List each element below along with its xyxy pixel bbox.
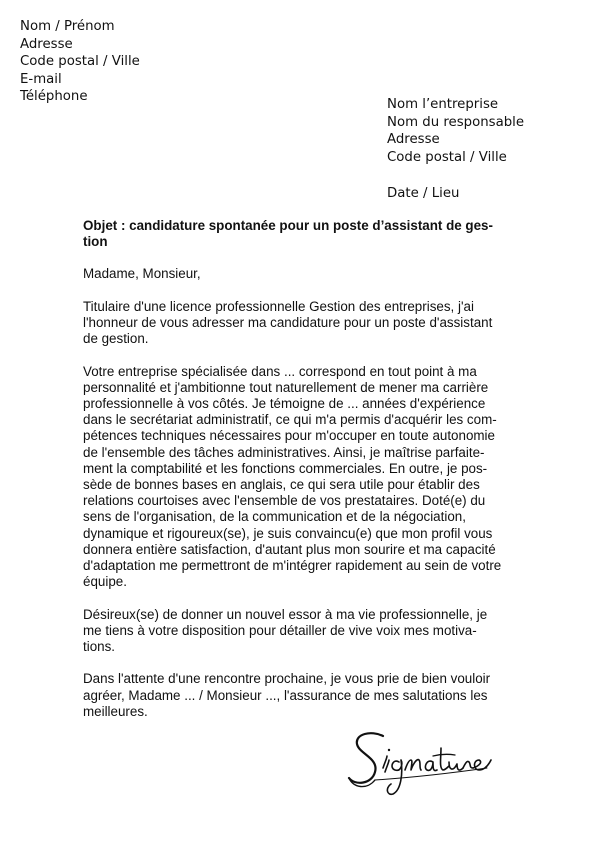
subject-line — [83, 218, 503, 250]
salutation-text: Madame, Monsieur, — [83, 266, 201, 282]
paragraph-line: Dans l'attente d'une rencontre prochaine, je vous prie de bien vouloir — [83, 671, 491, 687]
paragraph-line: dans le secrétariat administratif, ce qui m'a permis d'acquérir les com- — [83, 412, 497, 428]
paragraph-line: équipe. — [83, 574, 127, 590]
paragraph-line: de l'ensemble des tâches administratives. Ainsi, je maîtrise parfaite- — [83, 444, 485, 460]
sender-email: E-mail — [20, 71, 62, 87]
paragraph-line: relations courtoises avec l'ensemble de vos prestataires. Doté(e) du — [83, 493, 486, 509]
handwritten-signature — [345, 728, 495, 808]
date-place: Date / Lieu — [387, 186, 460, 201]
paragraph-line: de gestion. — [83, 331, 149, 347]
paragraph-line: agréer, Madame ... / Monsieur ..., l'assurance de mes salutations les — [83, 687, 488, 703]
subject-line-text: Objet : candidature spontanée pour un poste d’assistant de ges- — [83, 218, 493, 233]
paragraph-line: donnera entière satisfaction, d'autant plus mon sourire et ma capacité — [83, 541, 496, 557]
paragraph-line: Désireux(se) de donner un nouvel essor à ma vie professionnelle, je — [83, 606, 488, 622]
salutation — [83, 266, 503, 282]
recipient-company: Nom l’entreprise — [387, 97, 499, 112]
sender-name: Nom / Prénom — [20, 19, 115, 34]
recipient-block — [387, 96, 524, 166]
paragraph-line: Votre entreprise spécialisée dans ... correspond en tout point à ma — [83, 363, 477, 379]
paragraph-line: sens de l'organisation, de la communication et de la négociation, — [83, 509, 466, 525]
paragraph-line: personnalité et j'ambitionne tout naturellement de mener ma carrière — [83, 379, 489, 395]
recipient-address: Adresse — [387, 132, 440, 148]
sender-block — [20, 18, 140, 106]
paragraph-line: d'adaptation me permettront de m'intégrer rapidement au sein de votre — [83, 558, 502, 574]
recipient-postal-city: Code postal / Ville — [387, 149, 507, 165]
paragraph-line: tions. — [83, 639, 116, 655]
paragraph-line: professionnelle à vos côtés. Je témoigne de ... années d'expérience — [83, 396, 486, 411]
subject-line-text: tion — [83, 234, 108, 250]
paragraph-introduction — [83, 299, 503, 348]
sender-phone: Téléphone — [20, 89, 88, 105]
paragraph-line: meilleures. — [83, 703, 148, 719]
sender-address: Adresse — [20, 36, 73, 52]
paragraph-line: sède de bonnes bases en anglais, ce qui sera utile pour établir des — [83, 477, 480, 493]
paragraph-line: Titulaire d'une licence professionnelle Gestion des entreprises, j'ai — [83, 298, 474, 314]
letter-body — [83, 218, 503, 736]
paragraph-availability — [83, 607, 503, 656]
sender-postal-city: Code postal / Ville — [20, 54, 140, 70]
paragraph-line: l'honneur de vous adresser ma candidature pour un poste d'assistant — [83, 315, 493, 330]
paragraph-line: pétences techniques nécessaires pour m'occuper en toute autonomie — [83, 428, 495, 444]
recipient-manager: Nom du responsable — [387, 114, 525, 130]
paragraph-experience — [83, 364, 503, 591]
paragraph-closing — [83, 671, 503, 720]
paragraph-line: me tiens à votre disposition pour détailler de vive voix mes motiva- — [83, 622, 477, 638]
paragraph-line: ment la comptabilité et les fonctions commerciales. En outre, je pos- — [83, 460, 488, 476]
paragraph-line: dynamique et rigoureux(se), je suis convaincu(e) que mon profil vous — [83, 525, 493, 541]
